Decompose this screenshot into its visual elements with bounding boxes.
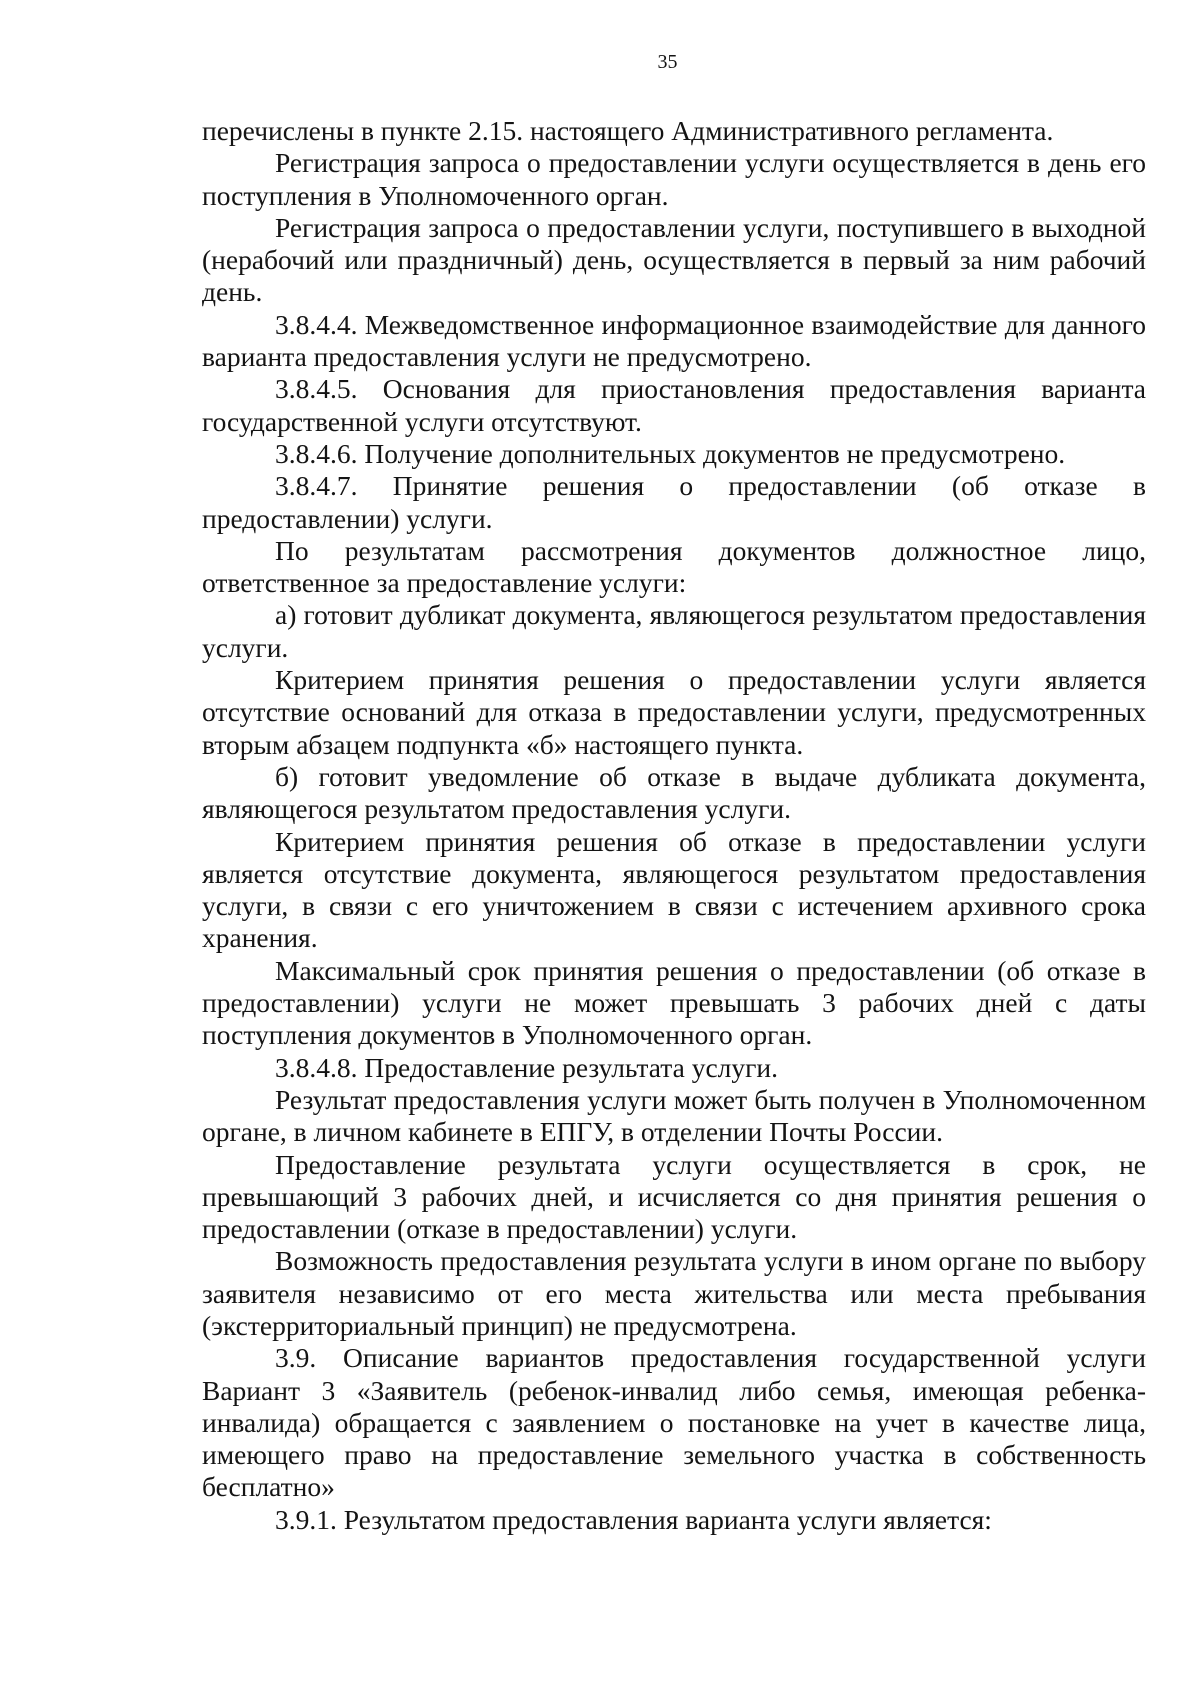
paragraph: перечислены в пункте 2.15. настоящего Административного регламента. [202,115,1054,146]
paragraph: По результатам рассмотрения документов должностное лицо, ответственное за предоставление услуги: [202,534,1146,599]
paragraph: 3.8.4.4. Межведомственное информационное взаимодействие для данного варианта предоставления услуги не предусмотрено. [202,308,1146,373]
paragraph: 3.8.4.6. Получение дополнительных документов не предусмотрено. [275,437,1066,469]
paragraph: Критерием принятия решения об отказе в предоставлении услуги является отсутствие документа, являющегося результатом предоставления услуги, в связи с его уничтожением в связи с истечением архивного срока хранения. [202,825,1146,954]
paragraph: Регистрация запроса о предоставлении услуги осуществляется в день его поступления в Уполномоченного орган. [202,147,1146,211]
paragraph: Регистрация запроса о предоставлении услуги, поступившего в выходной (нерабочий или праздничный) день, осуществляется в первый за ним рабочий день. [202,211,1146,308]
paragraph: Возможность предоставления результата услуги в ином органе по выбору заявителя независимо от его места жительства или места пребывания (экстерриториальный принцип) не предусмотрена. [202,1245,1146,1341]
paragraph: а) готовит дубликат документа, являющегося результатом предоставления услуги. [202,599,1146,663]
paragraph: Максимальный срок принятия решения о предоставлении (об отказе в предоставлении) услуги не может превышать 3 рабочих дней с даты поступления документов в Уполномоченного орган. [202,954,1146,1051]
paragraph: Результат предоставления услуги может быть получен в Уполномоченном органе, в личном кабинете в ЕПГУ, в отделении Почты России. [202,1083,1146,1148]
paragraph: б) готовит уведомление об отказе в выдаче дубликата документа, являющегося результатом предоставления услуги. [202,760,1146,825]
paragraph: 3.9.1. Результатом предоставления варианта услуги является: [275,1503,992,1535]
paragraph: 3.9. Описание вариантов предоставления государственной услуги Вариант 3 «Заявитель (ребенок-инвалид либо семья, имеющая ребенка-инвалида) обращается с заявлением о постановке на учет в качестве лица, имеющего право на предоставление земельного участка в собственность бесплатно» [202,1342,1146,1503]
page-number: 35 [657,51,678,73]
paragraph: 3.8.4.7. Принятие решения о предоставлении (об отказе в предоставлении) услуги. [202,470,1146,534]
paragraph: 3.8.4.5. Основания для приостановления предоставления варианта государственной услуги отсутствуют. [202,373,1146,437]
paragraph: Критерием принятия решения о предоставлении услуги является отсутствие оснований для отказа в предоставлении услуги, предусмотренных вторым абзацем подпункта «б» настоящего пункта. [202,664,1146,760]
paragraph: Предоставление результата услуги осуществляется в срок, не превышающий 3 рабочих дней, и исчисляется со дня принятия решения о предоставлении (отказе в предоставлении) услуги. [202,1148,1146,1245]
paragraph: 3.8.4.8. Предоставление результата услуги. [275,1051,779,1083]
document-body [202,115,1146,1536]
